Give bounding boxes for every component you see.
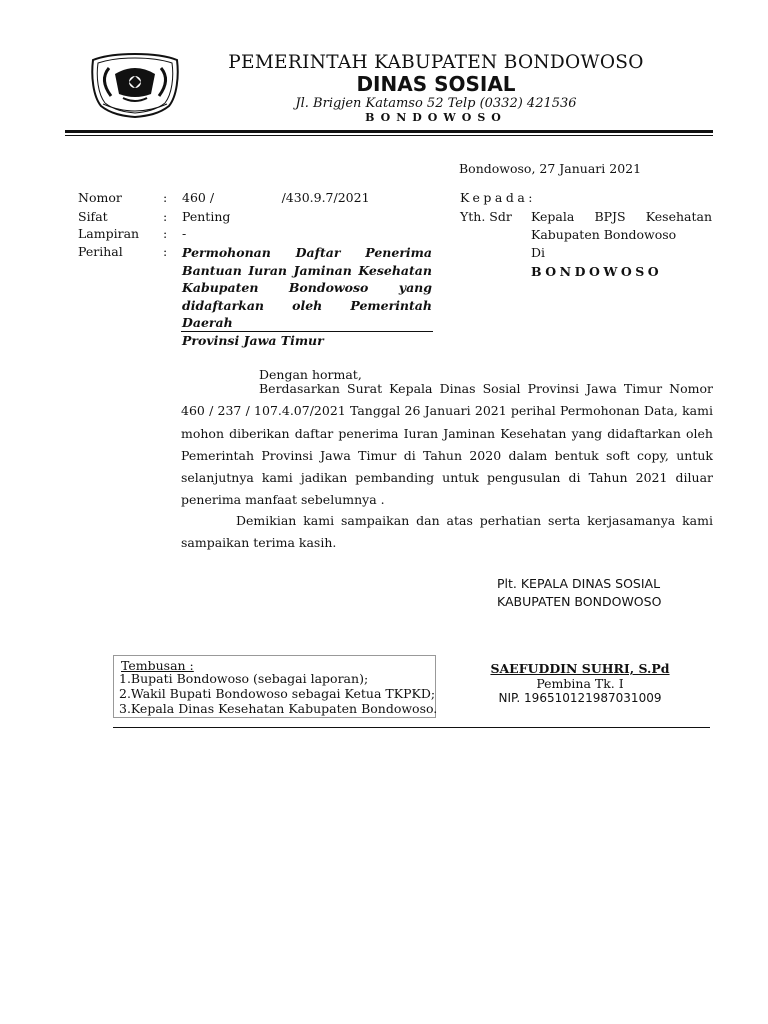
body-paragraph-2: Demikian kami sampaikan dan atas perhatian serta kerjasamanya kami sampaikan terima kasih. <box>181 513 713 551</box>
recipient-region: Kabupaten Bondowoso <box>531 227 677 242</box>
perihal-label: Perihal <box>78 244 123 259</box>
perihal-line: didaftarkan oleh Pemerintah Daerah <box>182 297 432 330</box>
salutation: Dengan hormat, <box>259 367 362 382</box>
signatory-rank: Pembina Tk. I <box>536 676 624 691</box>
agency-name: DINAS SOSIAL <box>356 72 516 96</box>
signatory-name: SAEFUDDIN SUHRI, S.Pd <box>490 661 670 676</box>
tembusan-title: Tembusan : <box>121 658 194 673</box>
sifat-colon: : <box>163 209 168 224</box>
letterhead-rule-thin <box>65 135 713 136</box>
tembusan-item: 2.Wakil Bupati Bondowoso sebagai Ketua TKPKD; <box>119 686 436 701</box>
perihal-underline <box>181 331 433 332</box>
lampiran-colon: : <box>163 226 168 241</box>
lampiran-label: Lampiran <box>78 226 140 241</box>
sifat-value: Penting <box>182 209 231 224</box>
body-paragraph-1: Berdasarkan Surat Kepala Dinas Sosial Provinsi Jawa Timur Nomor 460 / 237 / 107.4.07/2021 Tanggal 26 Januari 2021 perihal Permohonan Data, kami mohon diberikan daftar penerima Iuran Jaminan Kesehatan yang didaftarkan oleh Pemerintah Provinsi Jawa Timur di Tahun 2020 dalam bentuk soft copy, untuk selanjutnya kami jadikan pembanding untuk pengusulan di Tahun 2021 diluar penerima manfaat sebelumnya . <box>181 381 713 508</box>
nomor-colon: : <box>163 190 168 205</box>
signatory-office: KABUPATEN BONDOWOSO <box>497 594 662 609</box>
signatory-title: Plt. KEPALA DINAS SOSIAL <box>497 576 661 591</box>
signatory-nip: NIP. 196510121987031009 <box>498 691 662 705</box>
recipient-title: Kepala BPJS Kesehatan <box>531 209 712 224</box>
recipient-di: Di <box>531 245 546 260</box>
agency-city: BONDOWOSO <box>365 111 507 124</box>
perihal-line: Permohonan Daftar Penerima <box>182 245 432 260</box>
perihal-line: Bantuan Iuran Jaminan Kesehatan <box>182 262 432 278</box>
perihal-colon: : <box>163 244 168 259</box>
recipient-city: BONDOWOSO <box>531 264 663 279</box>
kepada-label: Kepada: <box>460 190 537 205</box>
tembusan-item: 3.Kepala Dinas Kesehatan Kabupaten Bondowoso. <box>119 701 438 716</box>
footer-rule <box>113 727 710 728</box>
letter-date: Bondowoso, 27 Januari 2021 <box>459 161 642 176</box>
perihal-line: Provinsi Jawa Timur <box>182 332 324 348</box>
nomor-label: Nomor <box>78 190 122 205</box>
nomor-value: 460 / /430.9.7/2021 <box>182 190 370 205</box>
government-name: PEMERINTAH KABUPATEN BONDOWOSO <box>228 52 644 73</box>
tembusan-item: 1.Bupati Bondowoso (sebagai laporan); <box>119 671 369 686</box>
yth-label: Yth. Sdr <box>460 209 512 224</box>
perihal-line: Kabupaten Bondowoso yang <box>182 280 432 295</box>
regency-emblem-icon <box>89 52 181 118</box>
sifat-label: Sifat <box>78 209 108 224</box>
letterhead-rule-thick <box>65 130 713 133</box>
agency-address: Jl. Brigjen Katamso 52 Telp (0332) 421536 <box>295 96 577 111</box>
perihal-value <box>182 244 432 349</box>
lampiran-value: - <box>182 226 187 241</box>
